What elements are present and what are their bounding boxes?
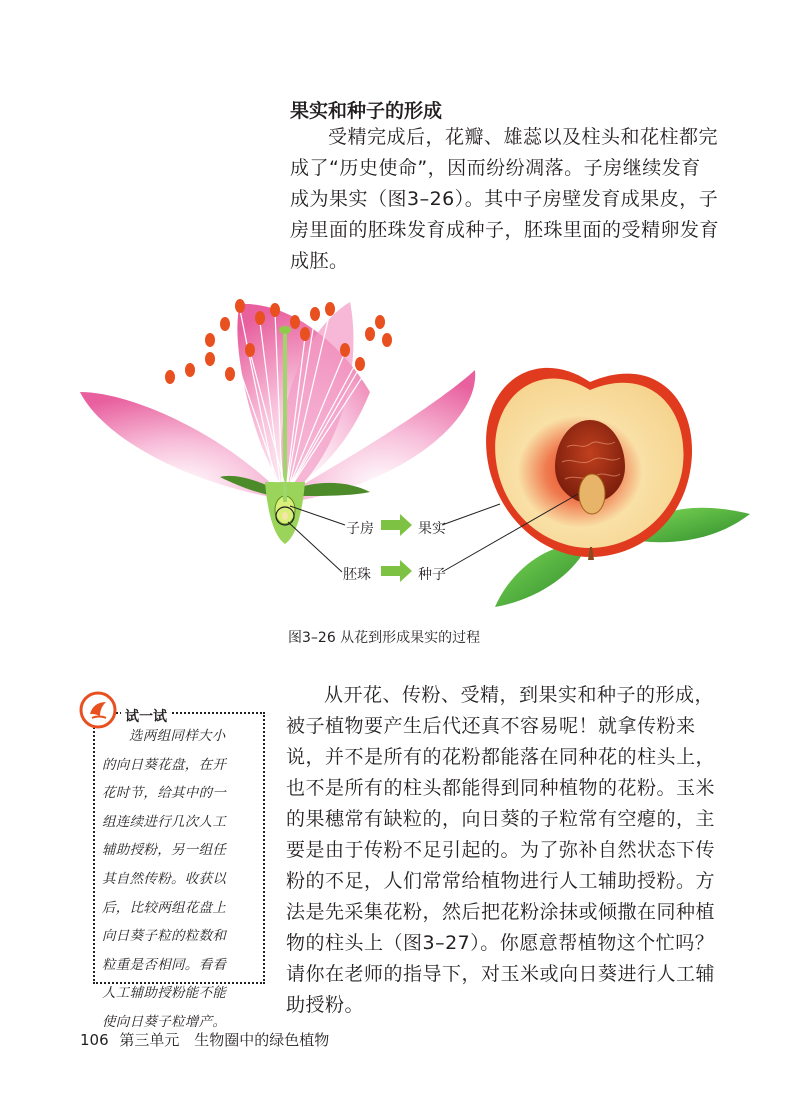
paragraph-line: 成了“历史使命”，因而纷纷凋落。子房继续发育 [290, 157, 701, 179]
paragraph-line: 被子植物要产生后代还真不容易呢！就拿传粉来 [286, 715, 696, 737]
paragraph-line: 受精完成后，花瓣、雄蕊以及柱头和花柱都完 [328, 126, 719, 148]
label-ovule: 胚珠 [343, 567, 371, 583]
seed [579, 474, 605, 514]
paragraph-pollination [286, 680, 716, 1021]
try-line: 辅助授粉，另一组任 [102, 842, 227, 859]
page-number: 106 [80, 1031, 109, 1049]
paragraph-line: 也不是所有的柱头都能得到同种植物的花粉。玉米 [286, 777, 716, 799]
flower-group [80, 299, 475, 544]
paragraph-line: 的果穗常有缺粒的，向日葵的子粒常有空瘪的，主 [286, 808, 716, 830]
try-line: 后，比较两组花盘上 [102, 899, 227, 916]
paragraph-line: 法是先采集花粉，然后把花粉涂抹或倾撒在同种植 [286, 901, 716, 923]
arrow-ovule-to-seed [381, 560, 412, 582]
arrow-ovary-to-fruit [381, 514, 412, 536]
ovule [282, 512, 288, 520]
stigma [279, 326, 291, 334]
try-it-text [102, 722, 262, 1037]
try-line: 人工辅助授粉能不能 [102, 985, 227, 1002]
try-line: 的向日葵花盘，在开 [102, 756, 227, 773]
paragraph-line: 要是由于传粉不足引起的。为了弥补自然状态下传 [286, 839, 716, 861]
peach-group [486, 368, 750, 607]
unit-label: 第三单元 [119, 1031, 180, 1049]
figure-caption: 图3–26 从花到形成果实的过程 [288, 630, 481, 646]
label-fruit: 果实 [418, 521, 446, 537]
paragraph-line: 成为果实（图3–26）。其中子房壁发育成果皮，子 [290, 188, 719, 210]
try-it-title: 试一试 [121, 706, 171, 726]
label-seed: 种子 [418, 567, 446, 583]
style [283, 332, 287, 502]
paragraph-line: 物的柱头上（图3–27）。你愿意帮植物这个忙吗？ [286, 932, 715, 954]
paragraph-line: 房里面的胚珠发育成种子，胚珠里面的受精卵发育 [290, 219, 720, 241]
paragraph-line: 从开花、传粉、受精，到果实和种子的形成， [324, 684, 715, 706]
paragraph-line: 请你在老师的指导下，对玉米或向日葵进行人工辅 [286, 963, 716, 985]
try-line: 选两组同样大小 [129, 728, 226, 744]
paragraph-line: 助授粉。 [286, 994, 365, 1016]
paragraph-line: 粉的不足，人们常常给植物进行人工辅助授粉。方 [286, 870, 716, 892]
paragraph-line: 说，并不是所有的花粉都能落在同种花的柱头上， [286, 746, 716, 768]
page-footer [80, 1029, 329, 1050]
try-line: 其自然传粉。收获以 [102, 870, 227, 887]
try-line: 向日葵子粒的粒数和 [102, 928, 227, 945]
try-line: 使向日葵子粒增产。 [102, 1013, 227, 1030]
section-title: 果实和种子的形成 [290, 100, 443, 122]
sepal-right [300, 483, 370, 496]
label-ovary: 子房 [346, 521, 374, 537]
try-line: 粒重是否相同。看看 [102, 956, 227, 973]
unit-title: 生物圈中的绿色植物 [194, 1031, 330, 1049]
paragraph-line: 成胚。 [290, 250, 349, 272]
paragraph-fruit-formation [290, 122, 720, 277]
try-line: 组连续进行几次人工 [102, 813, 227, 830]
try-line: 花时节，给其中的一 [102, 785, 227, 802]
